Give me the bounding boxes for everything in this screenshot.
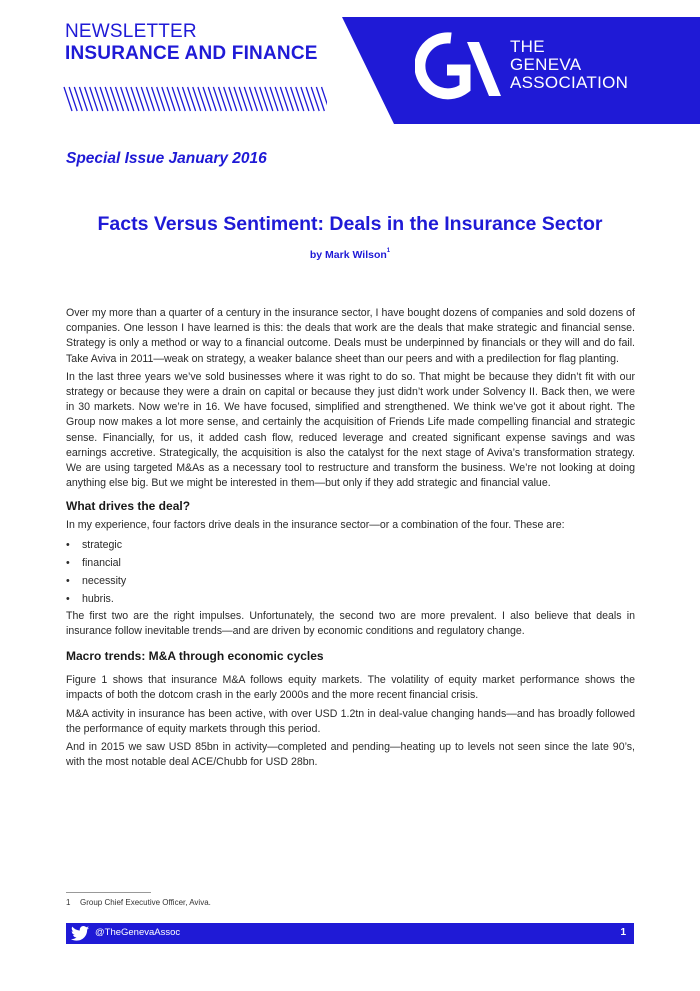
article-title: Facts Versus Sentiment: Deals in the Insurance Sector (97, 213, 603, 235)
paragraph: M&A activity in insurance has been active, with over USD 1.2tn in deal-value changing hands—and has broadly followed the performance of equity markets through this period. (66, 707, 635, 735)
newsletter-label: NEWSLETTER (65, 21, 197, 42)
factor-list (66, 536, 635, 609)
twitter-bird-icon[interactable] (71, 926, 89, 941)
paragraph: The first two are the right impulses. Unfortunately, the second two are more prevalent. I also believe that deals in insurance follow inevitable trends—and are driven by economic conditions and regulatory change. (66, 609, 635, 637)
brand-line-2: GENEVA (510, 55, 582, 74)
footnote-text: Group Chief Executive Officer, Aviva. (80, 898, 211, 907)
paragraph: Over my more than a quarter of a century in the insurance sector, I have bought dozens of companies and sold dozens of companies. One lesson I have learned is this: the deals that work are the deals that make strategic and financial sense. Strategy is only a method or way to a financial outcome. Deals must be underpinned by financials or they will and do fail. Take Aviva in 2011—weak on strategy, a weaker balance sheet than our peers and with a predilection for flag planting. (66, 307, 635, 365)
author: by Mark Wilson (309, 249, 387, 261)
list-item: • hubris. (66, 590, 635, 608)
hatch-line (322, 87, 328, 111)
footnote-ref[interactable]: 1 (386, 248, 391, 254)
footnote-divider (66, 892, 151, 893)
page-number: 1 (620, 927, 626, 938)
paragraph: In my experience, four factors drive deals in the insurance sector—or a combination of the four. These are: (66, 518, 565, 531)
paragraph: In the last three years we’ve sold businesses where it was right to do so. That might be because they didn’t fit with our strategy or because they were a drain on capital or because they just didn’t work under Solvency II. Back then, we were in 30 markets. Now we’re in 16. We have focused, simplified and strengthened. We think we’ve got it about right. The Group now makes a lot more sense, and certainly the acquisition of Friends Life made compelling financial and strategic sense. Financially, for us, it added cash flow, reduced leverage and created significant expense savings and was earnings accretive. Strategically, the acquisition is also the catalyst for the next stage of Aviva’s transformation strategy. We are using targeted M&As as a necessary tool to restructure and transform the business. We’re not looking at doing anything else big. But we might be interested in them—but only if they add strategic and financial value. (66, 370, 635, 490)
geneva-association-logo-icon (415, 30, 503, 104)
brand-line-3: ASSOCIATION (510, 73, 629, 92)
newsletter-title (65, 21, 318, 65)
issue-label: Special Issue January 2016 (66, 150, 267, 167)
list-item: • financial (66, 554, 635, 572)
footnote (66, 898, 211, 907)
article-body (66, 306, 635, 773)
brand-line-1: THE (510, 37, 545, 56)
list-item: • strategic (66, 536, 635, 554)
section-heading: Macro trends: M&A through economic cycles (66, 649, 324, 664)
hatch-decoration (62, 86, 327, 112)
list-item: • necessity (66, 572, 635, 590)
newsletter-subject: INSURANCE AND FINANCE (65, 43, 318, 64)
byline (0, 249, 700, 261)
footnote-number: 1 (66, 898, 71, 907)
section-heading: What drives the deal? (66, 499, 191, 514)
brand-name (510, 38, 628, 92)
twitter-handle[interactable]: @TheGenevaAssoc (95, 927, 181, 938)
paragraph: Figure 1 shows that insurance M&A follows equity markets. The volatility of equity market performance shows the impacts of both the dotcom crash in the early 2000s and the more recent financial crisis. (66, 674, 635, 702)
paragraph: And in 2015 we saw USD 85bn in activity—completed and pending—heating up to levels not seen since the late 90’s, with the most notable deal ACE/Chubb for USD 28bn. (66, 741, 635, 769)
